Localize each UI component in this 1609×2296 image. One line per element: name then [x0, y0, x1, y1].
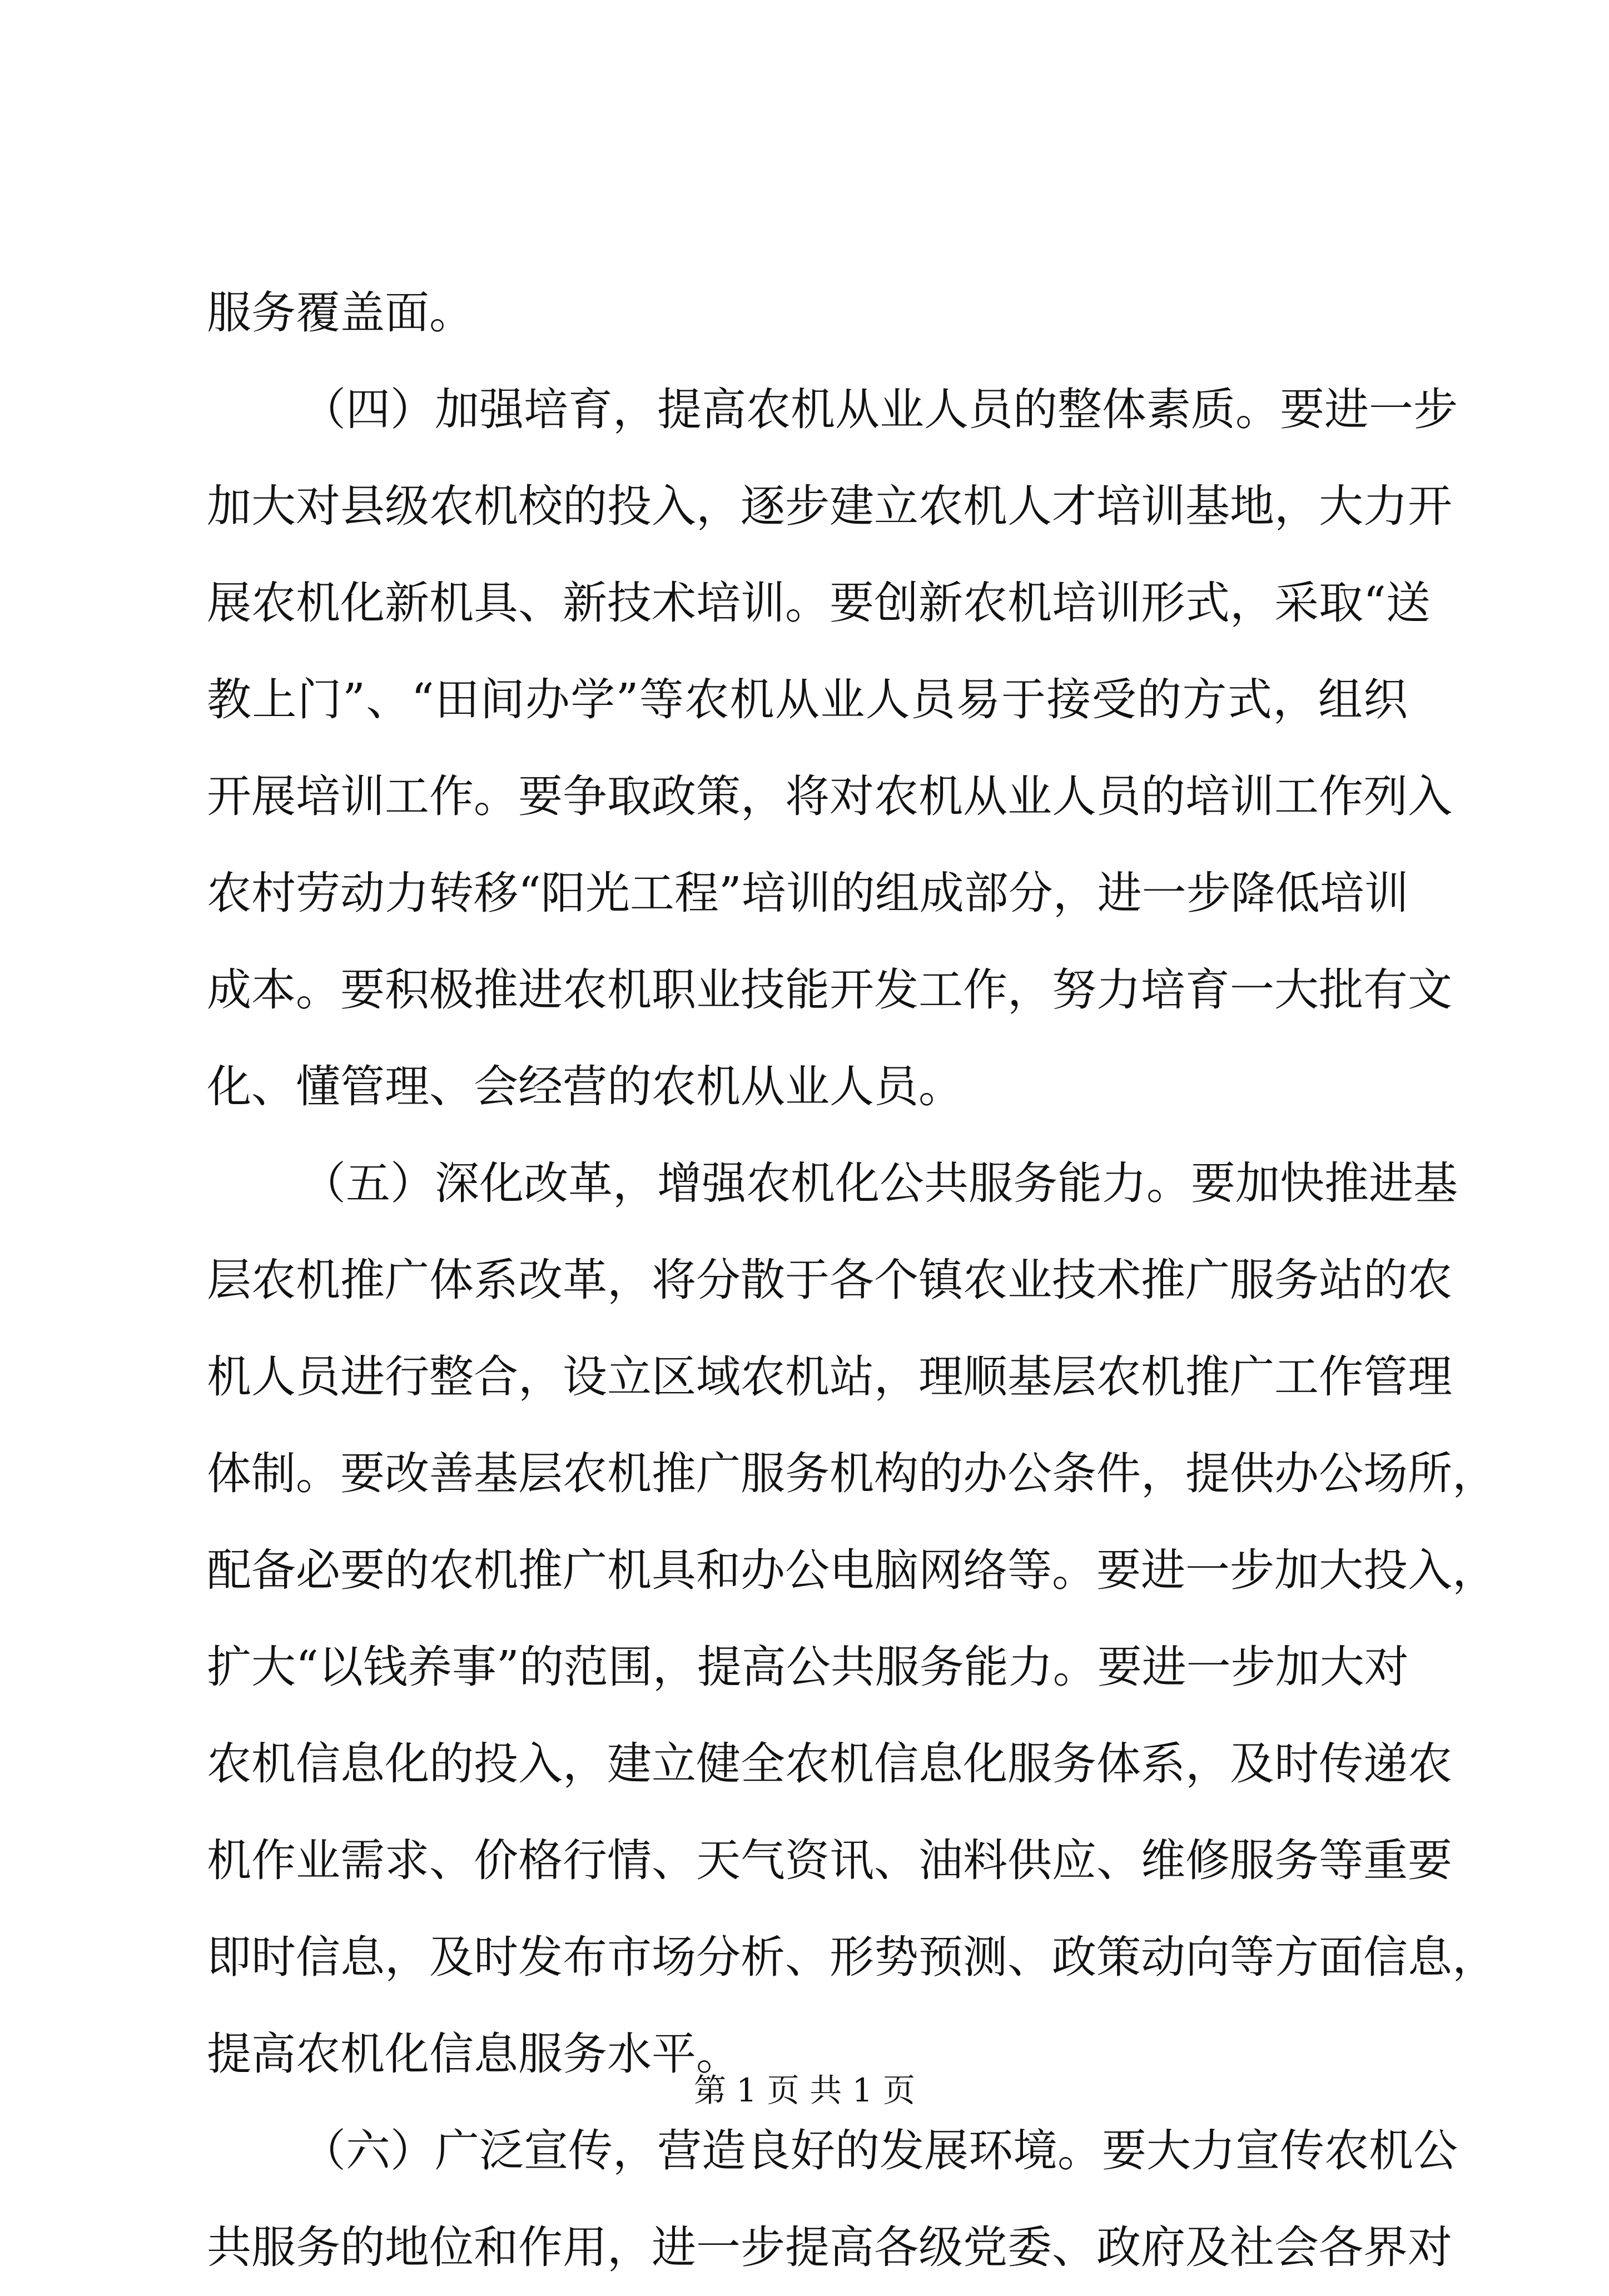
text-line: 开展培训工作。要争取政策，将对农机从业人员的培训工作列入 — [207, 771, 1452, 822]
paragraph-heading-5: （五）深化改革，增强农机化公共服务能力。要加快推进基 — [301, 1157, 1458, 1209]
page-footer: 第 1 页 共 1 页 — [694, 2071, 915, 2109]
paragraph-heading-4: （四）加强培育，提高农机从业人员的整体素质。要进一步 — [301, 384, 1458, 435]
text-line: 配备必要的农机推广机具和办公电脑网络等。要进一步加大投入， — [207, 1544, 1497, 1596]
text-line: 层农机推广体系改革，将分散于各个镇农业技术推广服务站的农 — [207, 1254, 1452, 1306]
paragraph-heading-6: （六）广泛宣传，营造良好的发展环境。要大力宣传农机公 — [301, 2125, 1458, 2176]
text-line: 教上门”、“田间办学”等农机从业人员易于接受的方式，组织 — [207, 674, 1408, 725]
text-line: 农村劳动力转移“阳光工程”培训的组成部分，进一步降低培训 — [207, 867, 1409, 919]
text-line: 提高农机化信息服务水平。 — [207, 2028, 741, 2080]
text-line: 机作业需求、价格行情、天气资讯、油料供应、维修服务等重要 — [207, 1835, 1452, 1886]
text-line: 加大对县级农机校的投入，逐步建立农机人才培训基地，大力开 — [207, 480, 1452, 532]
text-line: 共服务的地位和作用，进一步提高各级党委、政府及社会各界对 — [207, 2222, 1452, 2273]
text-line: 农机信息化的投入，建立健全农机信息化服务体系，及时传递农 — [207, 1738, 1452, 1790]
text-line: 化、懂管理、会经营的农机从业人员。 — [207, 1061, 963, 1112]
text-line: 扩大“以钱养事”的范围，提高公共服务能力。要进一步加大对 — [207, 1641, 1409, 1693]
text-line: 展农机化新机具、新技术培训。要创新农机培训形式，采取“送 — [207, 577, 1431, 629]
body-text — [207, 265, 1497, 2296]
text-line: 即时信息，及时发布市场分析、形势预测、政策动向等方面信息， — [207, 1931, 1497, 1983]
text-line: 体制。要改善基层农机推广服务机构的办公条件，提供办公场所， — [207, 1448, 1497, 1499]
text-line: 服务覆盖面。 — [207, 287, 474, 339]
text-line: 成本。要积极推进农机职业技能开发工作，努力培育一大批有文 — [207, 964, 1452, 1016]
text-line: 机人员进行整合，设立区域农机站，理顺基层农机推广工作管理 — [207, 1351, 1452, 1403]
